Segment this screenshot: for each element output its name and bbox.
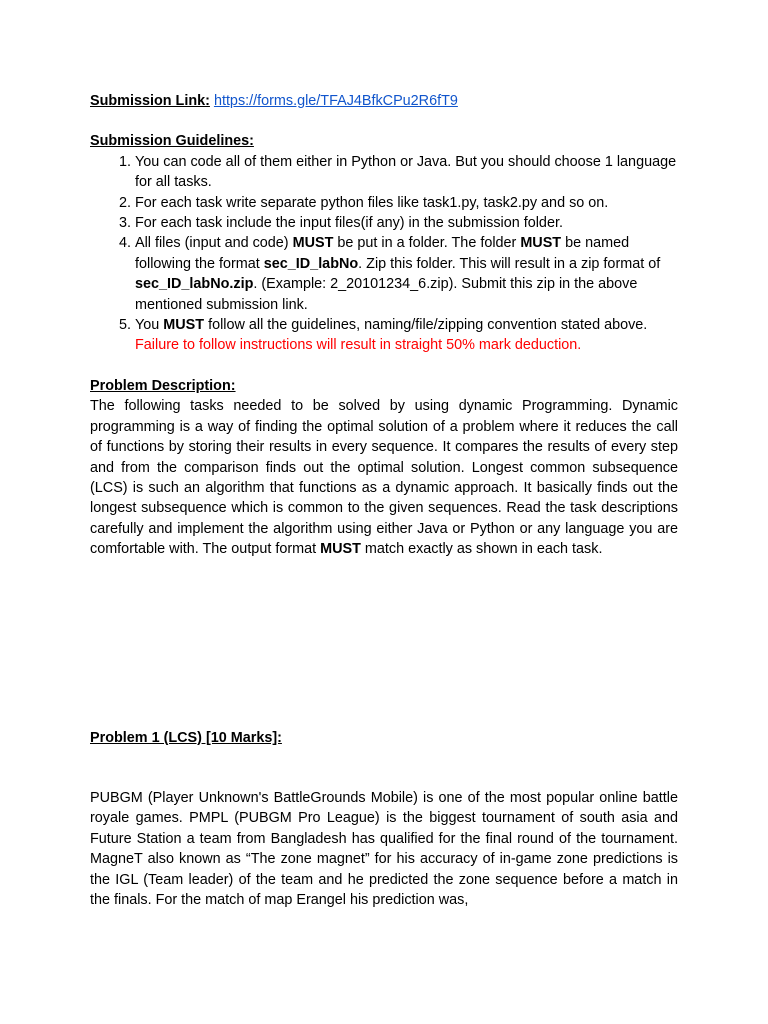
guideline-4-text-b: be put in a folder. The folder [333,235,521,252]
guidelines-heading [90,131,678,151]
guidelines-list [90,152,678,356]
problem-description-text-a: The following tasks needed to be solved by using dynamic Programming. Dynamic programming is a way of finding the optimal solution of a problem where it reduces the call of functions by storing their results in every sequence. It compares the results of every step and from the comparison finds out the optimal solution. Longest common subsequence (LCS) is such an algorithm that functions as a dynamic approach. It basically finds out the longest subsequence which is common to the given sequences. Read the task descriptions carefully and implement the algorithm using either Java or Python or any language you are comfortable with. The output format [90,398,678,558]
guideline-5-text-b: follow all the guidelines, naming/file/zipping convention stated above. [204,317,648,334]
problem-description-paragraph [90,396,678,559]
guideline-5-text-a: You [135,317,164,334]
guideline-2-text: For each task write separate python files like task1.py, task2.py and so on. [135,194,609,211]
guideline-item-3 [135,213,678,233]
guideline-5-must: MUST [163,317,205,334]
guideline-item-4 [135,233,678,315]
problem1-heading-text: Problem 1 (LCS) [10 Marks]: [90,730,282,746]
submission-link-label: Submission Link: [90,93,210,109]
guideline-4-text-a: All files (input and code) [135,235,293,252]
problem1-heading [90,728,282,748]
problem-description-text-b: match exactly as shown in each task. [360,541,603,558]
submission-link-line [90,91,678,111]
guideline-4-text-d: . Zip this folder. This will result in a zip format of [358,255,661,272]
guidelines-heading-text: Submission Guidelines: [90,133,254,150]
guideline-4-must-b: MUST [520,235,562,252]
problem-description-heading [90,376,678,396]
problem1-paragraph: PUBGM (Player Unknown's BattleGrounds Mobile) is one of the most popular online battle royale games. PMPL (PUBGM Pro League) is the biggest tournament of south asia and Future Station a team from Bangladesh has qualified for the final round of the tournament. MagneT also known as “The zone magnet” for his accuracy of in-game zone predictions is the IGL (Team leader) of the team and he predicted the zone sequence before a match in the finals. For the match of map Erangel his prediction was, [90,790,678,909]
problem-description-must: MUST [320,541,361,558]
guideline-4-text-e: . (Example: 2_20101234_6.zip). Submit this zip in the above mentioned submission link. [135,276,638,313]
problem-description-heading-text: Problem Description: [90,377,236,394]
guideline-4-text-c: be named following the format [135,235,630,272]
guideline-4-zip-name: sec_ID_labNo.zip [135,276,254,293]
submission-url-link[interactable]: https://forms.gle/TFAJ4BfkCPu2R6fT9 [213,93,458,109]
guideline-item-1 [135,152,678,193]
guideline-item-5 [135,315,678,356]
guideline-item-2 [135,193,678,213]
guideline-4-format-name: sec_ID_labNo [263,255,359,272]
deduction-warning: Failure to follow instructions will result in straight 50% mark deduction. [135,337,582,354]
document-page [90,91,678,909]
guideline-4-must-a: MUST [292,235,334,252]
guideline-1-text: You can code all of them either in Python or Java. But you should choose 1 language for all tasks. [135,153,677,191]
guideline-3-text: For each task include the input files(if any) in the submission folder. [135,215,563,232]
